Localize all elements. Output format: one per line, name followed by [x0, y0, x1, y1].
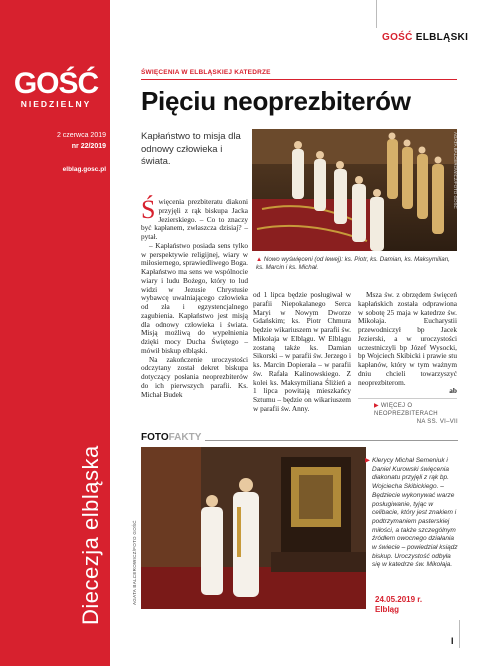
diaconate-photo[interactable] [141, 447, 366, 609]
issue-number: nr 22/2019 [71, 143, 106, 150]
diocese-label: Diecezja elbląska [78, 445, 103, 625]
ordination-photo[interactable] [252, 129, 457, 251]
article-column-3 [358, 291, 457, 396]
logo-main-text: GOŚĆ [13, 67, 99, 100]
header-region: ELBLĄSKI [415, 32, 469, 43]
diaconate-photo-image [141, 447, 366, 609]
fotofakty-date-place [375, 595, 422, 615]
photo1-credit: AGATA BALCEROWICZ/FOTO GOŚĆ [453, 132, 458, 209]
header-brand: GOŚĆ [382, 32, 413, 43]
article-column-2 [253, 291, 351, 414]
fotofakty-date: 24.05.2019 r. [375, 595, 423, 604]
page-divider [459, 620, 460, 648]
photo1-caption-wrap [256, 256, 456, 272]
fotofakty-label [141, 432, 205, 443]
fotofakty-light: FAKTY [168, 432, 202, 443]
paragraph-5: Msza św. z obrzędem święceń kapłańskich została odprawiona w sobotę 25 maja w katedrze św. Mikołaja. Eucharystii przewodniczył bp Jacek Jezierski, a w uroczystości uczestniczyli bp Józef Wysocki, bp Wojciech Skibicki i prawie stu kapłanów, który w tym ważnym dniu chcieli towarzyszyć neoprezbiterom. [358, 290, 457, 387]
more-pages: NA SS. VI–VII [416, 419, 458, 425]
paragraph-2: – Kapłaństwo posiada sens tylko w perspektywie religijnej, wiary w miłosiernego, sprawiedliwego Boga. Kapłaństwo ma sens we wspólnocie wiary i ludu Bożego, który to lud widzi w Jezusie Chrystusie wybawcę uwalniającego człowieka od zła i egzystencjalnego zagubienia. Kapłaństwo jest misją dla odnowy człowieka i świata. Misją możliwą do wypełnienia dzięki mocy Ducha Świętego – mówił biskup elbląski. [141, 240, 248, 355]
photo1-caption: Nowo wyświęceni (od lewej): ks. Piotr, ks. Damian, ks. Maksymilian, ks. Marcin i ks. Michał. [256, 256, 450, 271]
ordination-photo-image [252, 129, 457, 251]
more-link[interactable] [374, 402, 458, 426]
article-lead: Kapłaństwo to misja dla odnowy człowieka i świata. [141, 131, 241, 167]
paragraph-3: Na zakończenie uroczystości odczytany został dekret biskupa dotyczący posłania neoprezbiterów do ich pierwszych parafii. Ks. Michał Budek [141, 354, 248, 399]
paragraph-1 [141, 195, 248, 242]
paragraph-4: od 1 lipca będzie posługiwał w parafii Niepokalanego Serca Maryi w Nowym Dworze Gdańskim; ks. Piotr Chmura będzie wikariuszem w parafii św. Mikołaja w Elblągu. W Elblągu zostaną także ks. Damian Sikorski – w parafii św. Jerzego i ks. Marcin Dopierała – w parafii św. Rafała Kalinowskiego. Z kolei ks. Maksymiliana Śliżień a 1 lipca powitają mieszkańcy Sztumu – będzie on wikariuszem w parafii św. Anny. [253, 290, 351, 413]
issue-info [40, 130, 106, 152]
author-signature: ab [449, 386, 457, 396]
article-kicker: ŚWIĘCENIA W ELBLĄSKIEJ KATEDRZE [141, 69, 271, 76]
issue-date: 2 czerwca 2019 [56, 132, 106, 139]
website-link[interactable]: elblag.gosc.pl [62, 166, 106, 173]
article-title: Pięciu neoprezbiterów [141, 86, 411, 116]
section-header [382, 32, 468, 43]
fotofakty-caption: Klerycy Michał Semeniuk i Daniel Kurowski święcenia diakonatu przyjęli z rąk bp. Wojciecha Skibickiego. – Będziecie wykonywać warze posługiwanie, tyjąc w celibacie, który jest znakiem i podtrzymaniem pasterskiej miłości, a także szczególnym źródłem owocnego działania w świecie – powiedział ksiądz biskup. Uroczystość odbyła się w katedrze św. Mikołaja. [372, 457, 458, 569]
caption-triangle-icon: ▲ [256, 256, 263, 263]
header-divider [376, 0, 377, 28]
more-label: WIĘCEJ O NEOPREZBITERACH [374, 403, 438, 417]
fotofakty-bold: FOTO [141, 432, 169, 443]
page-number: I [451, 636, 454, 646]
more-triangle-icon: ▶ [374, 403, 379, 409]
gosc-niedzielny-logo[interactable] [8, 67, 104, 109]
logo-sub-text: NIEDZIELNY [20, 99, 92, 109]
drop-cap: Ś [141, 195, 156, 224]
fotofakty-caption-wrap [365, 457, 460, 570]
paragraph-1-text: więcenia prezbiteratu diakoni przyjęli z rąk biskupa Jacka Jezierskiego. – Co to znaczy być kapłanem, zwłaszcza dzisiaj? – pytał. [141, 197, 248, 241]
more-rule [358, 398, 457, 399]
photo2-credit: AGATA BALCEROWICZ/FOTO GOŚĆ [132, 520, 137, 605]
caption2-triangle-icon: ▶ [365, 457, 370, 464]
kicker-rule [141, 79, 457, 80]
article-column-1 [141, 195, 248, 399]
fotofakty-place: Elbląg [375, 605, 400, 614]
